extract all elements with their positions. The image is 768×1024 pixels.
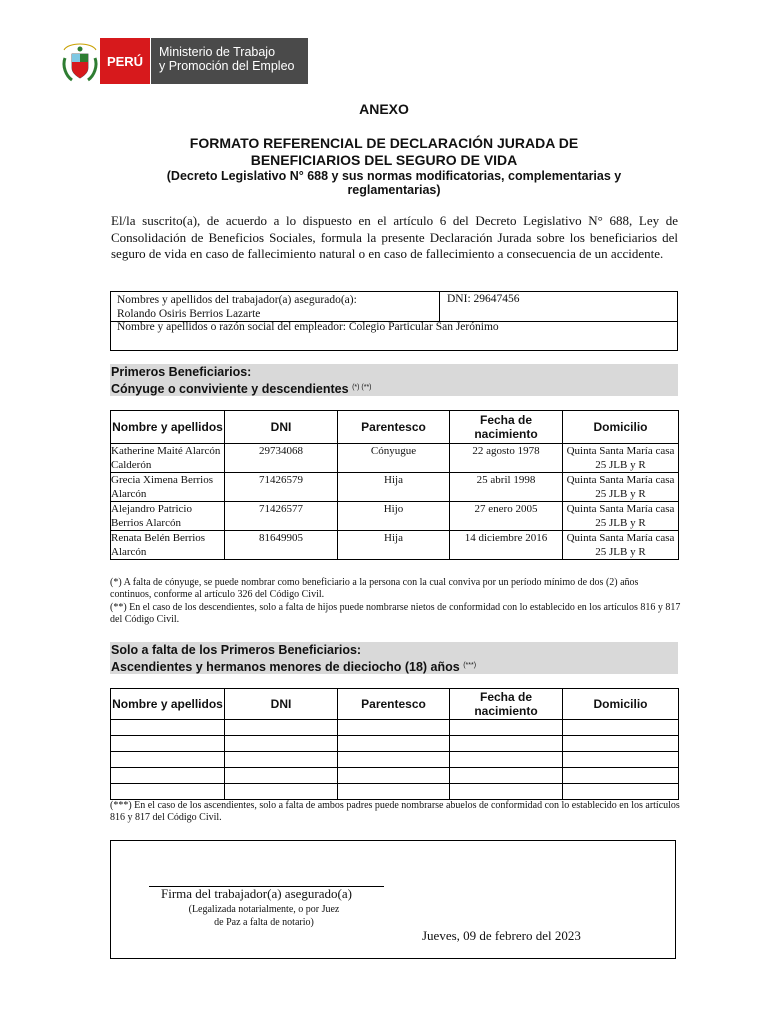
beneficiary-address: Quinta Santa María casa 25 JLB y R — [563, 531, 679, 560]
beneficiary-name: Katherine Maité Alarcón Calderón — [111, 444, 225, 473]
header-relation: Parentesco — [338, 689, 450, 720]
worker-dni: DNI: 29647456 — [447, 293, 520, 305]
title-line-2: BENEFICIARIOS DEL SEGURO DE VIDA — [250, 152, 518, 168]
worker-info-box — [110, 291, 678, 351]
header-dni: DNI — [225, 411, 338, 444]
table-row — [111, 752, 679, 768]
intro-paragraph: El/la suscrito(a), de acuerdo a lo dispuesto en el artículo 6 del Decreto Legislativo N° 688, Ley de Consolidación de Beneficios Sociales, formula la presente Declaración Jurada sobre los beneficiarios del seguro de vida en caso de fallecimiento natural o en caso de fallecimiento a consecuencia de un accidente. — [111, 213, 678, 261]
beneficiary-birth: 22 agosto 1978 — [450, 444, 563, 473]
header-address: Domicilio — [563, 689, 679, 720]
section2-footnote-mark: (***) — [463, 662, 477, 669]
footnote-3: (***) En el caso de los ascendientes, solo a falta de ambos padres puede nombrarse abuelos de conformidad con lo establecido en los artículos 816 y 817 del Código Civil. — [110, 800, 680, 823]
beneficiary-birth: 27 enero 2005 — [450, 502, 563, 531]
beneficiary-address: Quinta Santa María casa 25 JLB y R — [563, 444, 679, 473]
document-subtitle: (Decreto Legislativo N° 688 y sus normas modificatorias, complementarias y reglamentarias) — [166, 169, 622, 197]
section-primary-beneficiaries — [110, 364, 678, 396]
primary-beneficiaries-table — [110, 410, 679, 560]
table-row — [111, 502, 679, 531]
header-name: Nombre y apellidos — [111, 689, 225, 720]
section2-line1: Solo a falta de los Primeros Beneficiarios: — [111, 643, 362, 657]
header-relation: Parentesco — [338, 411, 450, 444]
beneficiary-relation: Hija — [338, 531, 450, 560]
signature-box — [110, 840, 676, 959]
table-header-row — [111, 411, 679, 444]
header-address: Domicilio — [563, 411, 679, 444]
beneficiary-relation: Hija — [338, 473, 450, 502]
section1-line1: Primeros Beneficiarios: — [111, 365, 252, 379]
header-dni: DNI — [225, 689, 338, 720]
title-line-1: FORMATO REFERENCIAL DE DECLARACIÓN JURADA DE — [189, 135, 579, 151]
section1-line2: Cónyuge o conviviente y descendientes — [111, 382, 349, 396]
ministry-line-2: y Promoción del Empleo — [159, 59, 295, 73]
beneficiary-relation: Cónyugue — [338, 444, 450, 473]
peru-label: PERÚ — [100, 38, 150, 84]
ministry-name — [150, 38, 308, 84]
table-row — [111, 444, 679, 473]
beneficiary-dni: 71426577 — [225, 502, 338, 531]
beneficiary-dni: 29734068 — [225, 444, 338, 473]
beneficiary-dni: 81649905 — [225, 531, 338, 560]
table-row — [111, 720, 679, 736]
signature-note: (Legalizada notarialmente, o por Juez de Paz a falta de notario) — [188, 904, 340, 928]
worker-name-value: Rolando Osiris Berrios Lazarte — [117, 308, 261, 320]
anexo-title: ANEXO — [359, 101, 409, 117]
signature-date: Jueves, 09 de febrero del 2023 — [422, 928, 581, 943]
beneficiary-name: Grecia Ximena Berrios Alarcón — [111, 473, 225, 502]
footnote-1: (*) A falta de cónyuge, se puede nombrar como beneficiario a la persona con la cual conviva por un período mínimo de dos (2) años continuos, conforme al artículo 326 del Código Civil. — [110, 577, 639, 600]
table-row — [111, 768, 679, 784]
table-row — [111, 784, 679, 800]
employer-name: Nombre y apellidos o razón social del empleador: Colegio Particular San Jerónimo — [117, 321, 499, 333]
signature-label: Firma del trabajador(a) asegurado(a) — [161, 886, 352, 901]
table-row — [111, 531, 679, 560]
ministry-line-1: Ministerio de Trabajo — [159, 45, 276, 59]
table-header-row — [111, 689, 679, 720]
beneficiary-address: Quinta Santa María casa 25 JLB y R — [563, 502, 679, 531]
header-birth: Fecha de nacimiento — [450, 411, 563, 444]
ministry-logo — [60, 38, 308, 84]
beneficiary-relation: Hijo — [338, 502, 450, 531]
secondary-beneficiaries-table — [110, 688, 679, 800]
cell-divider — [439, 292, 440, 321]
header-birth: Fecha de nacimiento — [450, 689, 563, 720]
beneficiary-birth: 14 diciembre 2016 — [450, 531, 563, 560]
header-name: Nombre y apellidos — [111, 411, 225, 444]
coat-of-arms-icon — [60, 38, 100, 84]
table-row — [111, 736, 679, 752]
beneficiary-address: Quinta Santa María casa 25 JLB y R — [563, 473, 679, 502]
beneficiary-name: Renata Belén Berrios Alarcón — [111, 531, 225, 560]
beneficiary-dni: 71426579 — [225, 473, 338, 502]
beneficiary-birth: 25 abril 1998 — [450, 473, 563, 502]
footnote-2: (**) En el caso de los descendientes, solo a falta de hijos puede nombrarse nietos de conformidad con lo establecido en los artículos 816 y 817 del Código Civil. — [110, 602, 681, 625]
section-secondary-beneficiaries — [110, 642, 678, 674]
section1-footnote-mark: (*) (**) — [352, 384, 372, 391]
worker-name-label: Nombres y apellidos del trabajador(a) asegurado(a): — [117, 294, 357, 306]
worker-name-cell — [117, 293, 437, 321]
beneficiary-name: Alejandro Patricio Berrios Alarcón — [111, 502, 225, 531]
table-row — [111, 473, 679, 502]
section2-line2: Ascendientes y hermanos menores de dieciocho (18) años — [111, 660, 460, 674]
document-title — [0, 135, 768, 169]
